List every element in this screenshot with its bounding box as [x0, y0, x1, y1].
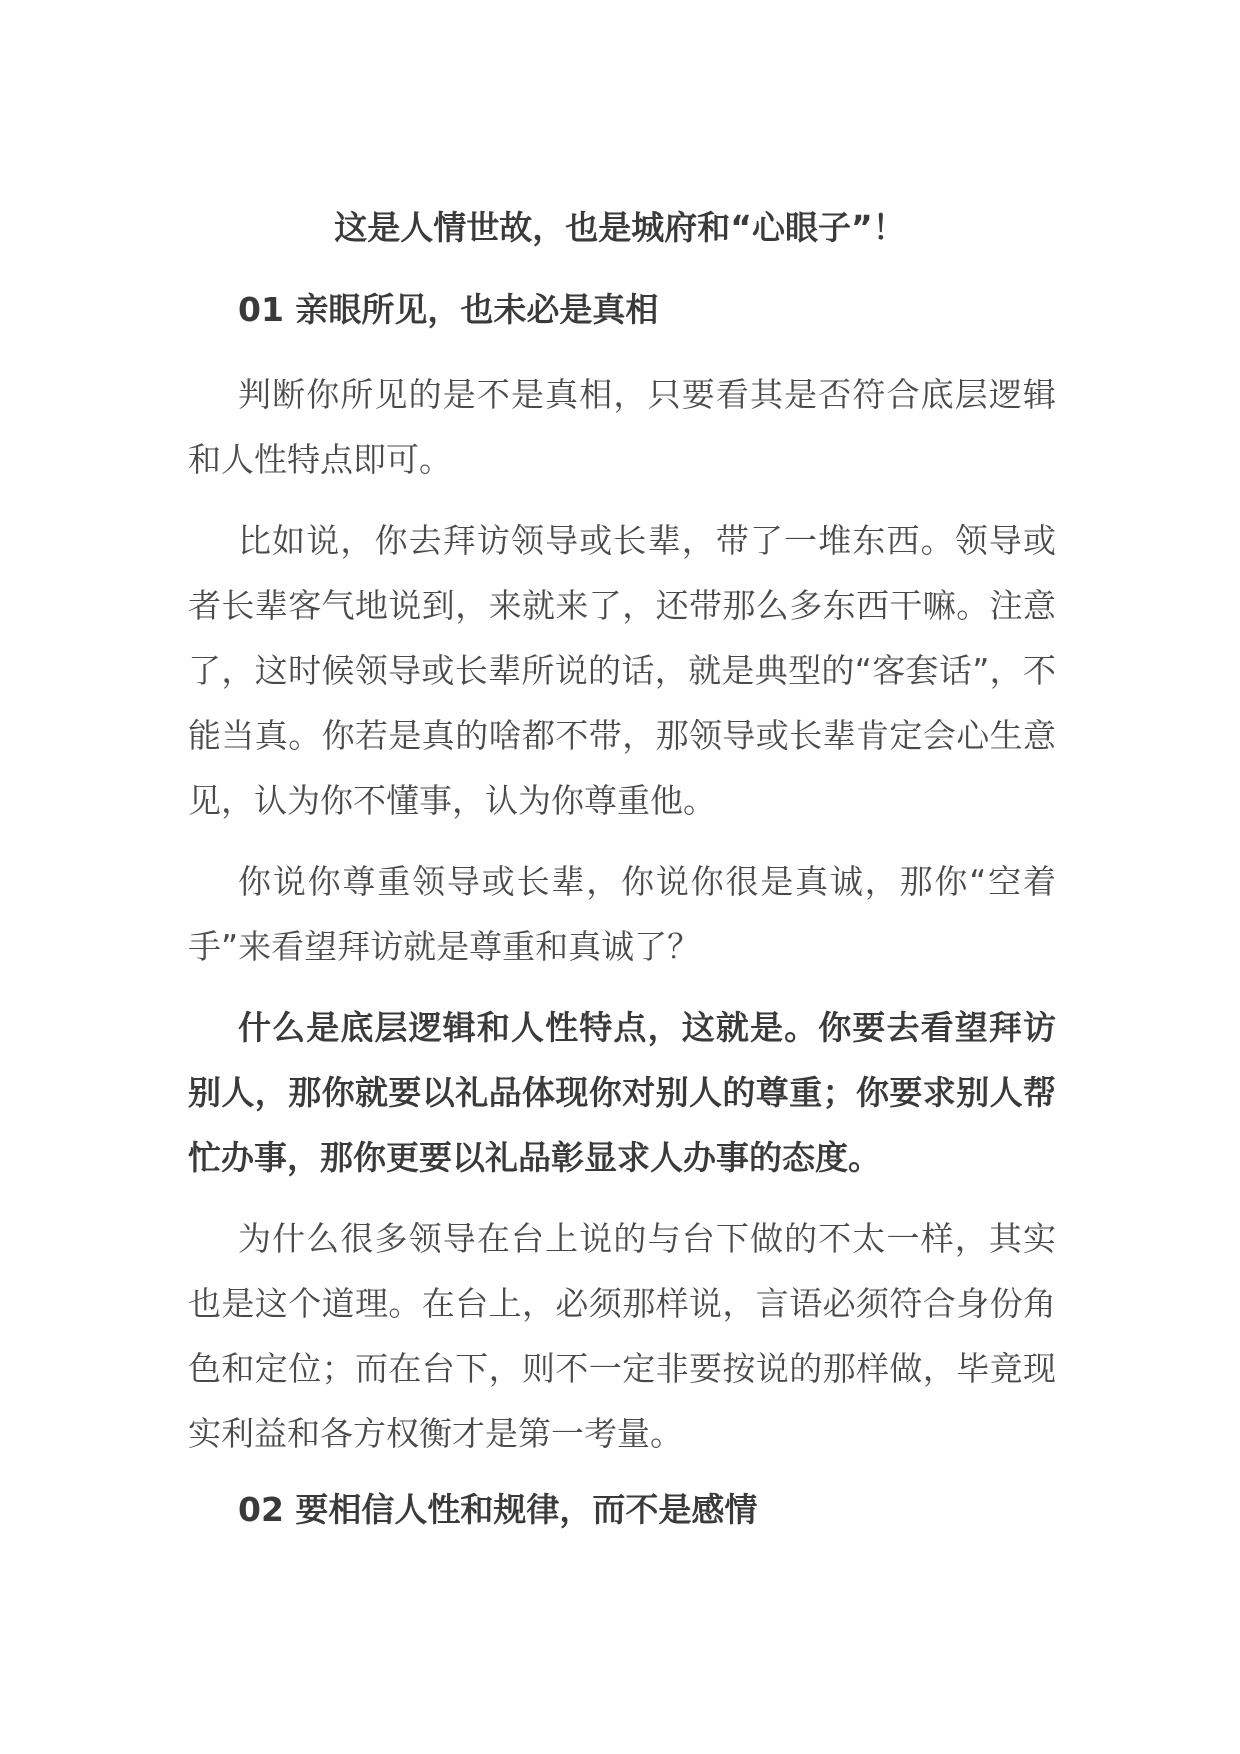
- paragraph-4: 为什么很多领导在台上说的与台下做的不太一样，其实也是这个道理。在台上，必须那样说，言语必须符合身份角色和定位；而在台下，则不一定非要按说的那样做，毕竟现实利益和各方权衡才是第一考量。: [188, 1219, 1056, 1453]
- paragraph-3: 你说你尊重领导或长辈，你说你很是真诚，那你“空着手”来看望拜访就是尊重和真诚了？: [188, 862, 1056, 966]
- section-heading-01: 01 亲眼所见，也未必是真相: [238, 290, 659, 329]
- bold-paragraph: 什么是底层逻辑和人性特点，这就是。你要去看望拜访别人，那你就要以礼品体现你对别人的尊重；你要求别人帮忙办事，那你更要以礼品彰显求人办事的态度。: [188, 1008, 1056, 1177]
- paragraph-1: 判断你所见的是不是真相，只要看其是否符合底层逻辑和人性特点即可。: [188, 375, 1056, 479]
- paragraph-2: 比如说，你去拜访领导或长辈，带了一堆东西。领导或者长辈客气地说到，来就来了，还带那么多东西干嘛。注意了，这时候领导或长辈所说的话，就是典型的“客套话”，不能当真。你若是真的啥都不带，那领导或长辈肯定会心生意见，认为你不懂事，认为你尊重他。: [188, 521, 1056, 820]
- document-body: [188, 288, 1056, 1562]
- section-heading-02: 02 要相信人性和规律，而不是感情: [238, 1490, 758, 1529]
- document-title: 这是人情世故，也是城府和“心眼子”！: [334, 208, 906, 247]
